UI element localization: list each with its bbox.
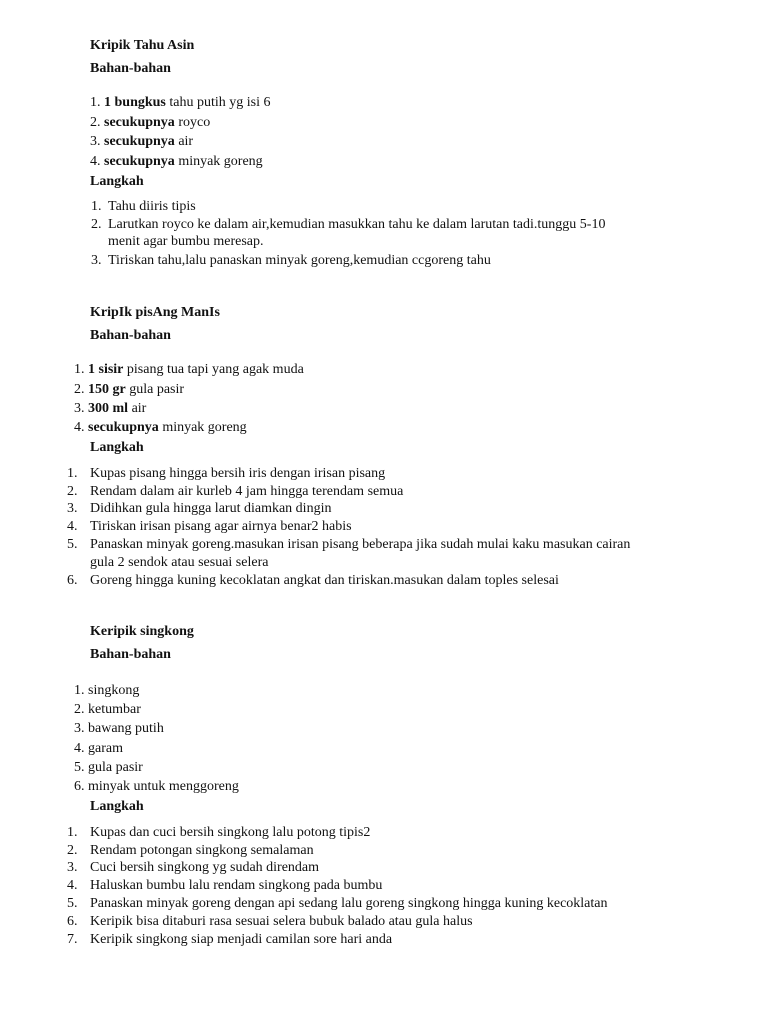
langkah-heading: Langkah: [90, 440, 144, 455]
step-number: 1.: [67, 825, 78, 840]
step-text: Goreng hingga kuning kecoklatan angkat dan tiriskan.masukan dalam toples selesai: [90, 573, 559, 588]
langkah-heading: Langkah: [90, 799, 144, 814]
step-text: Rendam dalam air kurleb 4 jam hingga terendam semua: [90, 484, 404, 499]
ingredient-item: 1. 1 bungkus tahu putih yg isi 6: [90, 95, 271, 110]
bahan-heading: Bahan-bahan: [90, 61, 171, 76]
step-number: 5.: [67, 896, 78, 911]
step-number: 1.: [91, 199, 102, 214]
langkah-heading: Langkah: [90, 174, 144, 189]
ingredient-item: 2. 150 gr gula pasir: [74, 382, 185, 397]
step-number: 3.: [67, 860, 78, 875]
step-text: Tiriskan irisan pisang agar airnya benar2 habis: [90, 519, 352, 534]
ingredient-item: 3. 300 ml air: [74, 401, 147, 416]
step-text: Cuci bersih singkong yg sudah direndam: [90, 860, 320, 875]
step-text: Keripik singkong siap menjadi camilan sore hari anda: [90, 932, 393, 947]
ingredient-item: 2. ketumbar: [74, 702, 141, 717]
ingredient-item: 3. secukupnya air: [90, 134, 194, 149]
step-text: Kupas dan cuci bersih singkong lalu potong tipis2: [90, 825, 371, 840]
step-text: Tiriskan tahu,lalu panaskan minyak goreng,kemudian ccgoreng tahu: [108, 253, 491, 268]
step-number: 7.: [67, 932, 78, 947]
step-text: menit agar bumbu meresap.: [108, 234, 264, 249]
ingredient-item: 6. minyak untuk menggoreng: [74, 779, 239, 794]
step-text: Rendam potongan singkong semalaman: [90, 843, 314, 858]
step-text: Panaskan minyak goreng.masukan irisan pisang beberapa jika sudah mulai kaku masukan cairan: [90, 537, 631, 552]
recipe-title: KripIk pisAng ManIs: [90, 305, 220, 320]
ingredient-item: 1. singkong: [74, 683, 140, 698]
ingredient-item: 2. secukupnya royco: [90, 115, 211, 130]
recipe-title: Kripik Tahu Asin: [90, 38, 195, 53]
step-number: 2.: [91, 217, 102, 232]
step-text: gula 2 sendok atau sesuai selera: [90, 555, 269, 570]
recipe-title: Keripik singkong: [90, 624, 194, 639]
ingredient-item: 4. secukupnya minyak goreng: [90, 154, 263, 169]
step-text: Haluskan bumbu lalu rendam singkong pada bumbu: [90, 878, 383, 893]
step-number: 6.: [67, 914, 78, 929]
ingredient-item: 4. secukupnya minyak goreng: [74, 420, 247, 435]
step-number: 2.: [67, 843, 78, 858]
step-text: Panaskan minyak goreng dengan api sedang lalu goreng singkong hingga kuning kecoklatan: [90, 896, 608, 911]
ingredient-item: 3. bawang putih: [74, 721, 164, 736]
step-number: 6.: [67, 573, 78, 588]
step-number: 2.: [67, 484, 78, 499]
step-text: Keripik bisa ditaburi rasa sesuai selera bubuk balado atau gula halus: [90, 914, 473, 929]
step-number: 3.: [67, 501, 78, 516]
step-text: Kupas pisang hingga bersih iris dengan irisan pisang: [90, 466, 386, 481]
step-number: 1.: [67, 466, 78, 481]
step-text: Didihkan gula hingga larut diamkan dingin: [90, 501, 332, 516]
ingredient-item: 1. 1 sisir pisang tua tapi yang agak muda: [74, 362, 304, 377]
step-number: 5.: [67, 537, 78, 552]
ingredient-item: 5. gula pasir: [74, 760, 143, 775]
bahan-heading: Bahan-bahan: [90, 647, 171, 662]
step-number: 4.: [67, 878, 78, 893]
ingredient-item: 4. garam: [74, 741, 123, 756]
step-number: 3.: [91, 253, 102, 268]
step-text: Larutkan royco ke dalam air,kemudian masukkan tahu ke dalam larutan tadi.tunggu 5-10: [108, 217, 606, 232]
step-text: Tahu diiris tipis: [108, 199, 196, 214]
step-number: 4.: [67, 519, 78, 534]
bahan-heading: Bahan-bahan: [90, 328, 171, 343]
